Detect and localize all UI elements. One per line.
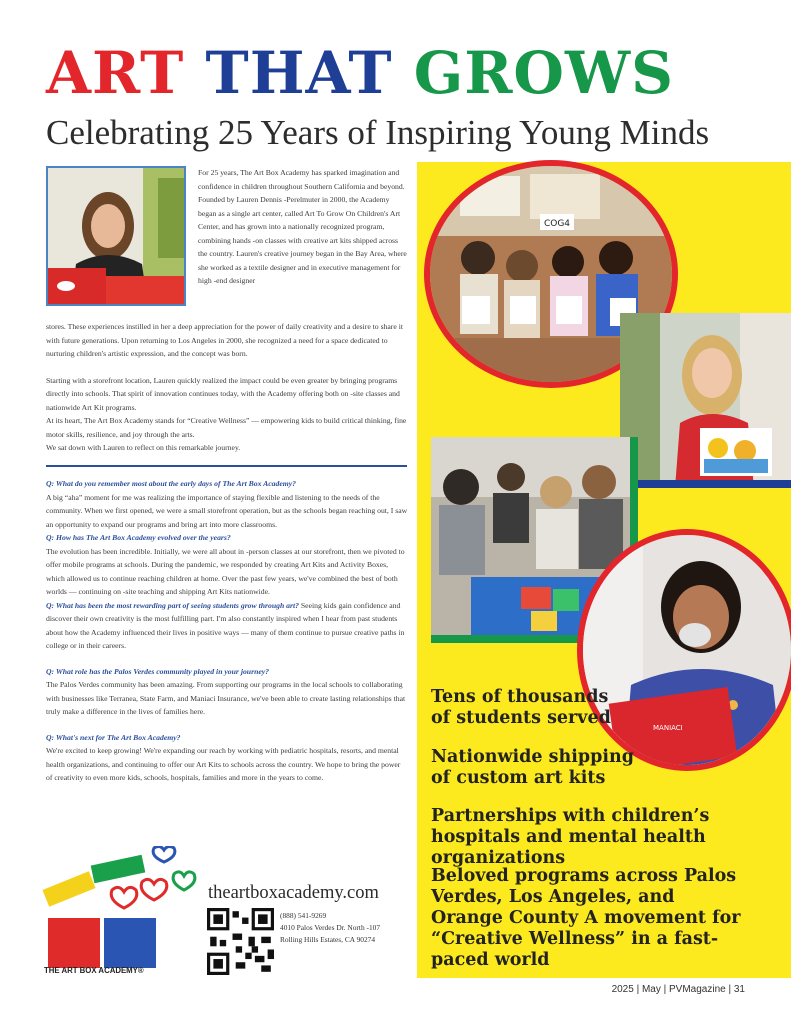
question-3: Q: What has been the most rewarding part of seeing students grow through art? [46,600,299,610]
classroom-sign-text: COG4 [543,219,571,229]
phone-number: (888) 541-9269 [280,911,327,920]
hospital-patient-photo [577,529,791,771]
art-kit-label-text: MANIACI [653,724,683,732]
feature-nationwide-shipping: Nationwide shipping of custom art kits [431,747,634,788]
answer-5: We're excited to keep growing! We're expanding our reach by working with pediatric hospitals, resorts, and mental health organizations, and continuing to offer our Art Kits to schools across the country. We hope to bring the power of creativity to even more kids, schools, hospitals, families and more in the years to come. [46,746,401,782]
answer-2: The evolution has been incredible. Initially, we were all about in -person classes at our storefront, then we pivoted to offer mobile programs at schools. During the pandemic, we responded by creating Art Kits and Activity Boxes, which allowed us to continue reaching children at home. Over the past few years, we've combined the best of both worlds — continuing on -site teaching and shipping Art Kits nationwide. [46,546,405,596]
address-line-2: Rolling Hills Estates, CA 90274 [280,935,376,944]
headline-word-art: ART [46,39,185,107]
logo-wordmark: THE ART BOX ACADEMY® [44,966,144,975]
section-divider [46,465,407,467]
intro-paragraph-1: For 25 years, The Art Box Academy has sparked imagination and confidence in children throughout Southern California and beyond. Founded by Lauren Dennis -Perelmuter in 2000, the Academy began as a single art center, called Art To Grow On Children's Art Center, and has grown into a nationally recognized program, combining hands -on classes with creative art kits shipped across the country. Lauren's creative journey began in the Bay Area, where she worked as a textile designer and in executive management for high -end designer [198,168,407,285]
qr-code-icon[interactable] [207,908,274,975]
headline-word-grows: GROWS [413,39,674,107]
feature-students-served: Tens of thousands of students served [431,687,611,728]
answer-3: Seeing kids gain confidence and discover their own creativity is the most fulfilling part. I'm also constantly inspired when I hear from past students about how the Academy influenced their lives in positive ways — many of them continue to pursue creative paths in college or in their careers. [46,600,405,650]
question-2: Q: How has The Art Box Academy evolved over the years? [46,533,231,542]
intro-paragraph-4: We sat down with Lauren to reflect on this remarkable journey. [46,443,241,452]
headline [46,38,746,108]
interview-qa [46,477,408,785]
intro-text-block [46,320,408,455]
question-5: Q: What's next for The Art Box Academy? [46,732,181,742]
contact-details [280,910,410,946]
answer-1: A big “aha” moment for me was realizing the importance of staying flexible and listening to the needs of the community. When we first opened, we were a small storefront operation, but as the schools began reaching out, I saw an opportunity to expand our programs and bring art into more classrooms. [46,492,408,529]
intro-paragraph-1-continued: stores. These experiences instilled in her a deep appreciation for the power of daily creativity and a desire to share it with future generations. Upon returning to Los Angeles in 2000, she recognized a need for a space dedicated to nurturing children's artistic expression, and the concept was born. [46,322,403,358]
answer-4: The Palos Verdes community has been amazing. From supporting our programs in the local schools to collaborating with businesses like Terranea, State Farm, and Maniaci Insurance, we've been able to create lasting relationships that truly make a difference in the lives of families here. [46,680,406,716]
question-4: Q: What role has the Palos Verdes community played in your journey? [46,666,270,676]
website-link[interactable]: theartboxacademy.com [208,883,379,903]
question-1: Q: What do you remember most about the early days of The Art Box Academy? [46,479,296,488]
intro-paragraph-3: At its heart, The Art Box Academy stands for “Creative Wellness” — empowering kids to build critical thinking, fine motor skills, resilience, and joy through the arts. [46,416,407,439]
address-line-1: 4010 Palos Verdes Dr. North -107 [280,923,381,932]
girl-with-painting-photo [620,313,791,488]
subtitle: Celebrating 25 Years of Inspiring Young Minds [46,113,710,152]
art-box-academy-logo [42,846,202,978]
qa-3 [46,599,408,653]
intro-paragraph-2: Starting with a storefront location, Lauren quickly realized the impact could be even greater by bringing programs directly into schools. That spirit of innovation continues today, with the Academy offering both on -site classes and nationwide Art Kit programs. [46,375,400,412]
lauren-portrait-photo [46,166,186,306]
page-footer: 2025 | May | PVMagazine | 31 [611,984,745,995]
headline-word-that: THAT [205,39,393,107]
feature-hospital-partnerships: Partnerships with children’s hospitals and mental health organizations [431,806,710,868]
feature-programs-wellness: Beloved programs across Palos Verdes, Los Angeles, and Orange County A movement for “Creative Wellness” in a fast-paced world [431,866,741,970]
